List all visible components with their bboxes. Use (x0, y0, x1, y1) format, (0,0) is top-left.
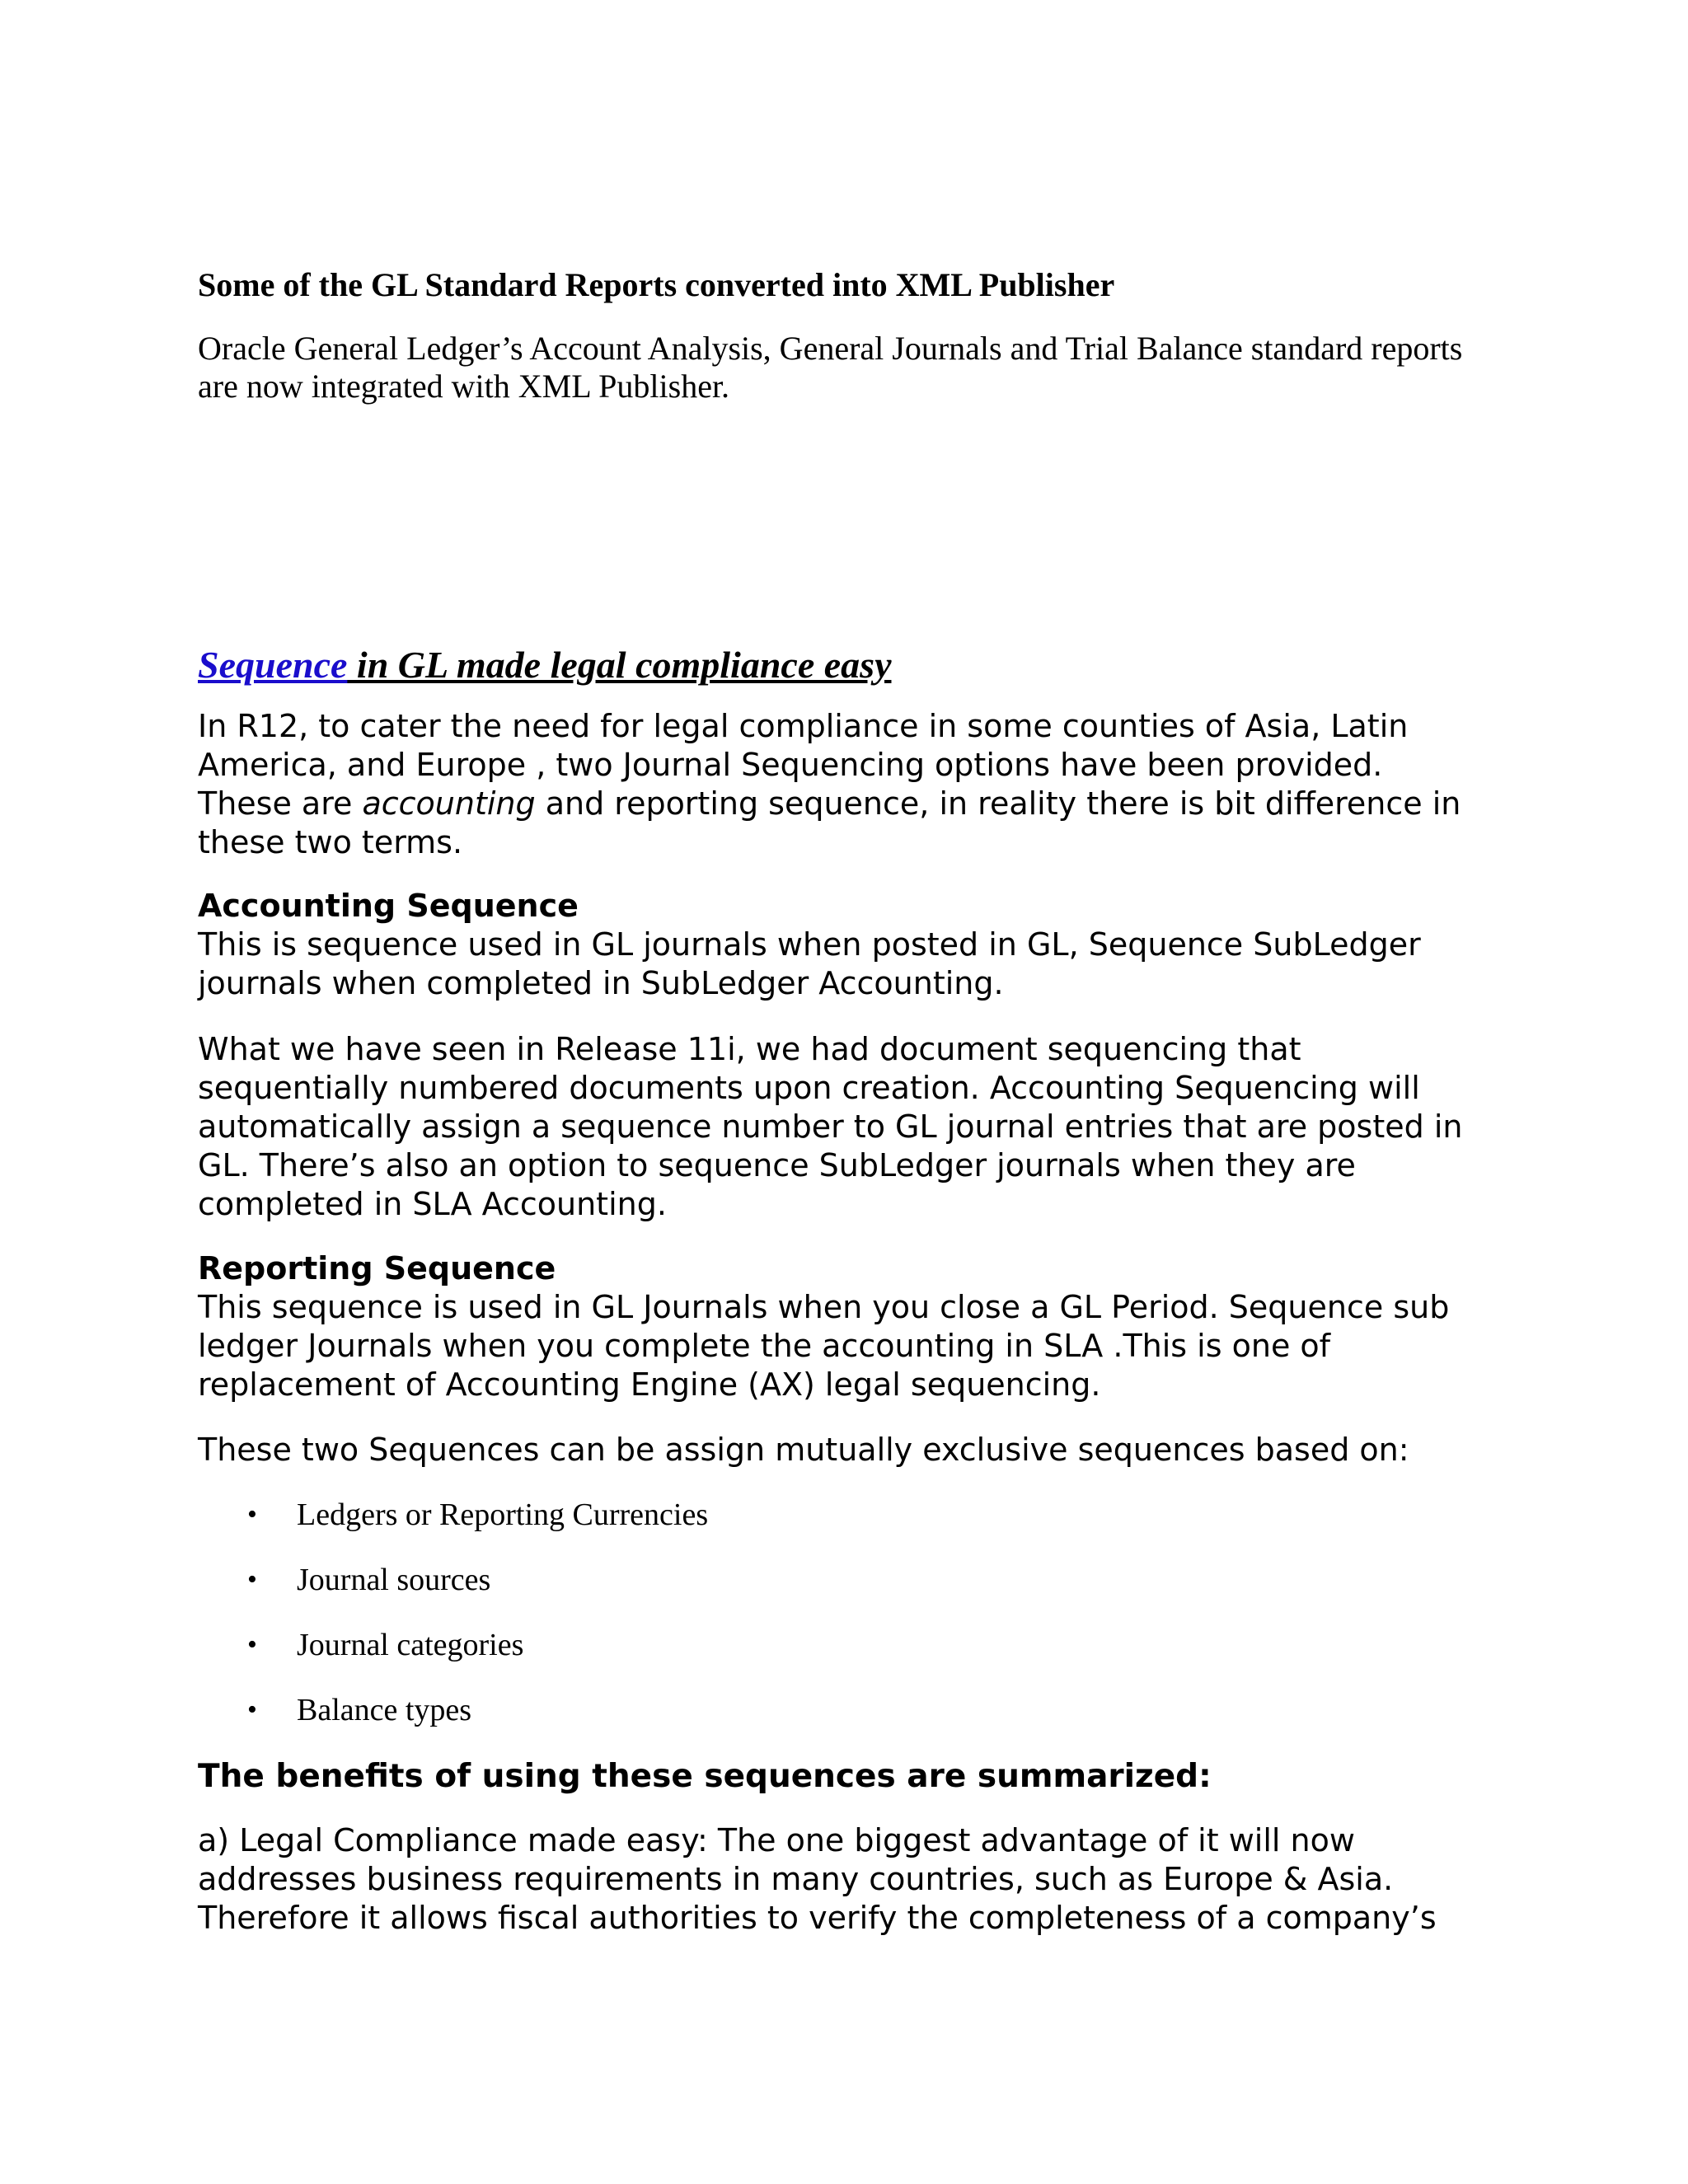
accounting-sequence-body: This is sequence used in GL journals when posted in GL, Sequence SubLedger journals when completed in SubLedger Accounting. (198, 926, 1421, 1001)
these-two-sequences-paragraph: These two Sequences can be assign mutually exclusive sequences based on: (198, 1432, 1409, 1468)
xml-publisher-paragraph: Oracle General Ledger’s Account Analysis, General Journals and Trial Balance standard reports are now integrated with XML Publisher. (198, 330, 1463, 405)
reporting-sequence-body: This sequence is used in GL Journals when you close a GL Period. Sequence sub ledger Journals when you complete the accounting in SLA .This is one of replacement of Accounting Engine (AX) legal sequencing. (198, 1289, 1450, 1403)
list-item-text: Journal sources (297, 1563, 491, 1597)
intro-italic-word: accounting (362, 785, 536, 822)
reporting-sequence-section (198, 1249, 1484, 1404)
section-heading-sequence (198, 640, 1484, 691)
intro-text-part1: In R12, to cater the need for legal compliance in some counties of Asia, Latin America, and Europe , two Journal Sequencing options have been provided. These are (198, 708, 1409, 822)
release-11i-paragraph: What we have seen in Release 11i, we had document sequencing that sequentially numbered documents upon creation. Accounting Sequencing will automatically assign a sequence number to GL journal entries that are posted in GL. There’s also an option to sequence SubLedger journals when they are completed in SLA Accounting. (198, 1031, 1463, 1222)
benefits-heading: The benefits of using these sequences are summarized: (198, 1758, 1212, 1795)
list-item-text: Balance types (297, 1693, 472, 1727)
section-heading-xml-publisher: Some of the GL Standard Reports converted into XML Publisher (198, 266, 1115, 303)
bullet-icon: • (247, 1499, 257, 1530)
sequence-heading-rest: in GL made legal compliance easy (347, 644, 892, 686)
list-item-text: Journal categories (297, 1628, 524, 1662)
bullet-icon: • (247, 1694, 257, 1725)
bullet-icon: • (247, 1564, 257, 1595)
intro-text-part2: and reporting sequence, in reality there is bit difference in these two terms. (198, 785, 1461, 860)
accounting-sequence-section (198, 887, 1484, 1003)
bullet-icon: • (247, 1629, 257, 1660)
intro-paragraph (198, 707, 1484, 862)
sequence-link[interactable]: Sequence (198, 644, 348, 686)
benefit-a-paragraph: a) Legal Compliance made easy: The one biggest advantage of it will now addresses business requirements in many countries, such as Europe & Asia. Therefore it allows fiscal authorities to verify the completeness of a company’s (198, 1822, 1437, 1936)
list-item-text: Ledgers or Reporting Currencies (297, 1497, 709, 1532)
accounting-sequence-heading: Accounting Sequence (198, 888, 579, 924)
reporting-sequence-heading: Reporting Sequence (198, 1250, 556, 1286)
